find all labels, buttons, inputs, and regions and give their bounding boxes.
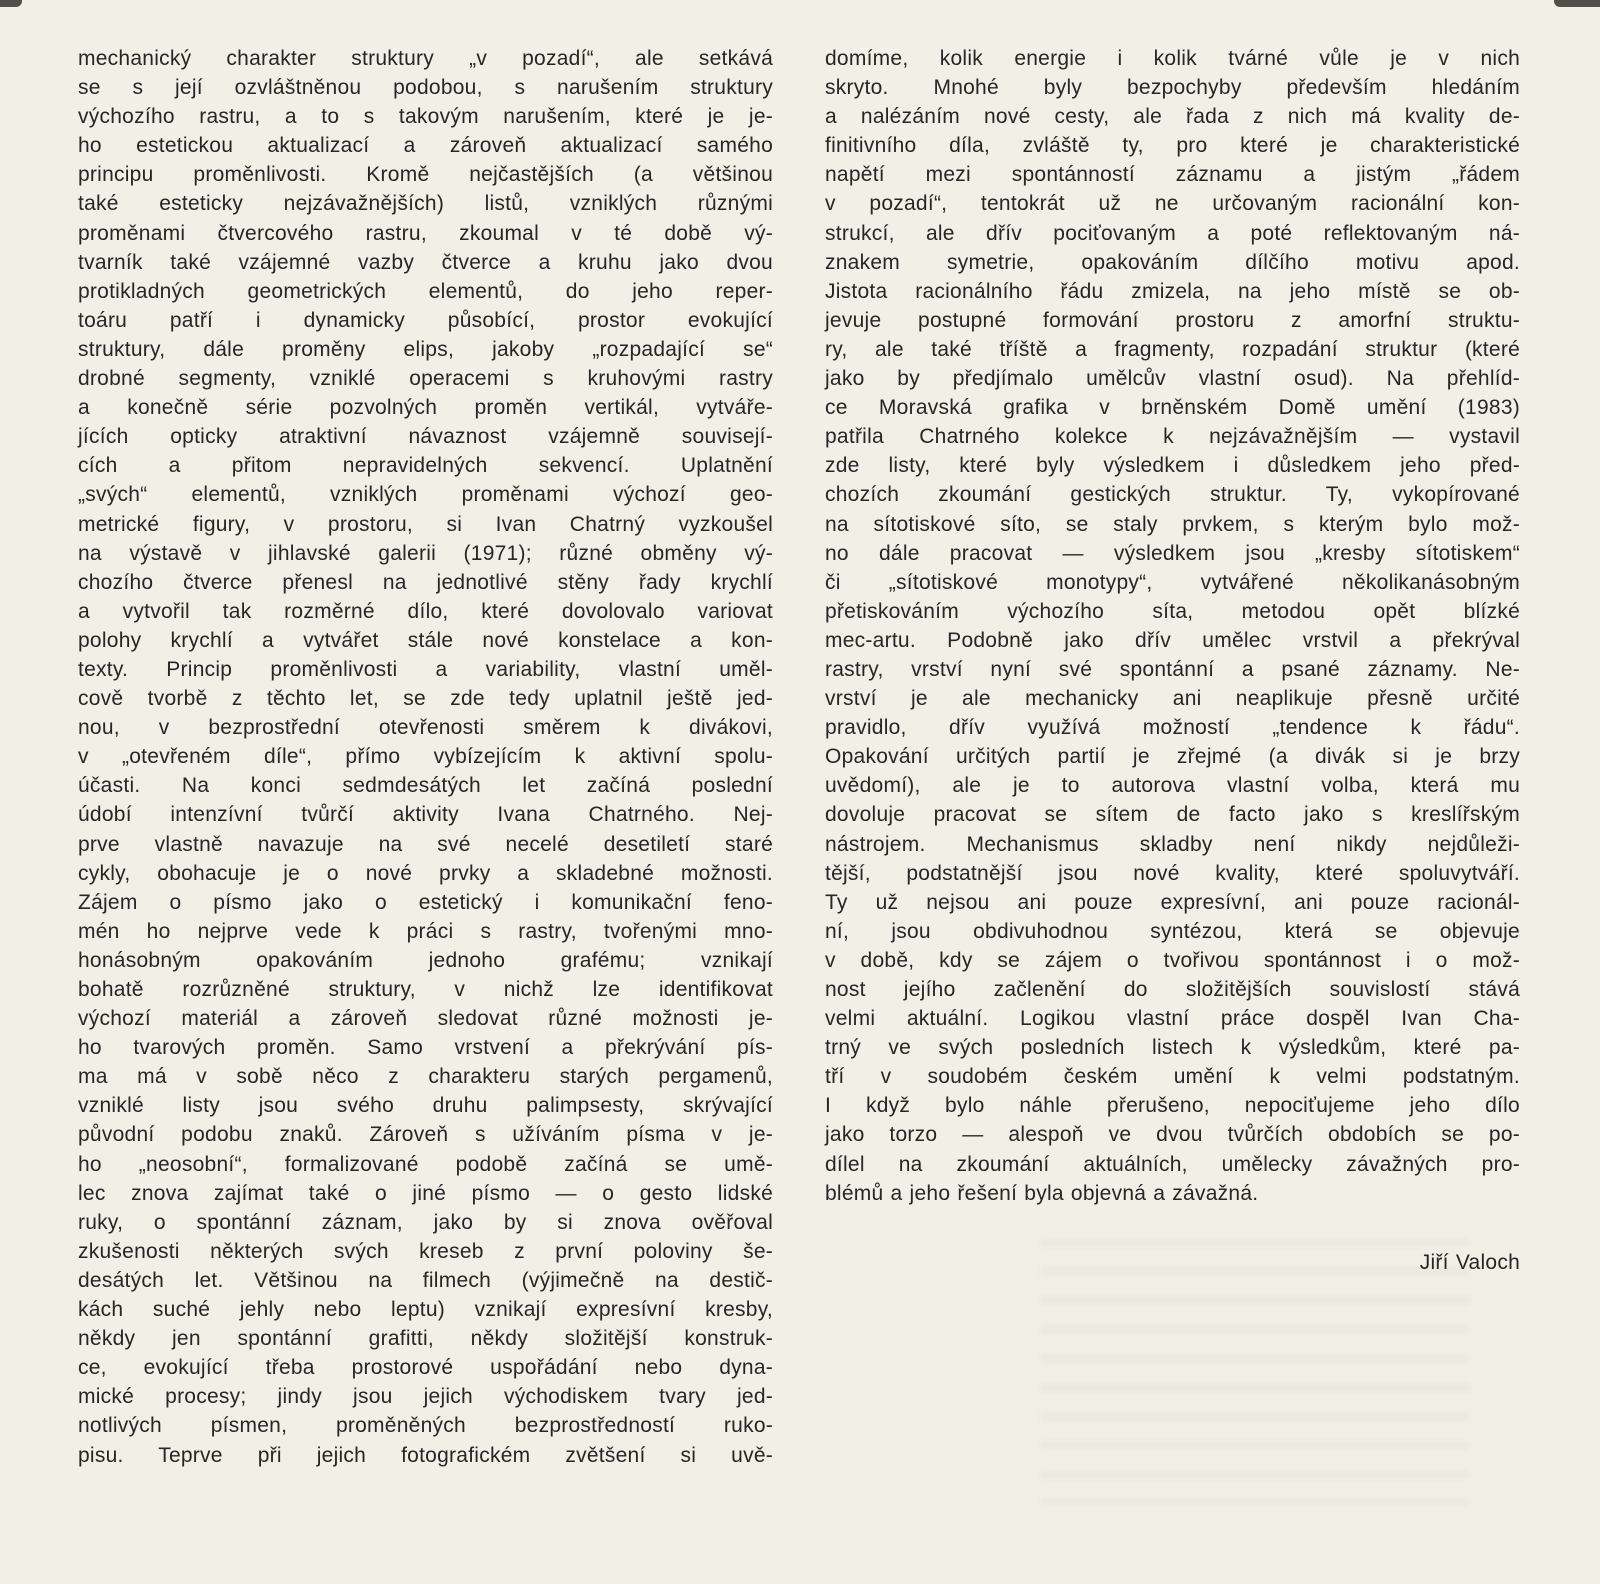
text-line: I když bylo náhle přerušeno, nepociťujeme jeho dílo <box>825 1094 1520 1118</box>
text-line: chozího čtverce přenesl na jednotlivé stěny řady krychlí <box>78 570 773 594</box>
text-line: znakem symetrie, opakováním dílčího motivu apod. <box>825 250 1520 274</box>
text-line: pravidlo, dřív využívá možností „tendence k řádu“. <box>825 716 1520 740</box>
text-line: údobí intenzívní tvůrčí aktivity Ivana Chatrného. Nej- <box>78 803 773 827</box>
text-line: ce Moravská grafika v brněnském Domě umění (1983) <box>825 396 1520 420</box>
text-line: na výstavě v jihlavské galerii (1971); různé obměny vý- <box>78 541 773 565</box>
text-line: ho tvarových proměn. Samo vrstvení a překrývání pís- <box>78 1036 773 1060</box>
text-line: jako by předjímalo umělcův vlastní osud). Na přehlíd- <box>825 367 1520 391</box>
text-line: rastry, vrství nyní své spontánní a psané záznamy. Ne- <box>825 657 1520 681</box>
text-line: chozích zkoumání gestických struktur. Ty, vykopírované <box>825 483 1520 507</box>
text-column-right <box>825 44 1520 1470</box>
text-line: tří v soudobém českém umění k velmi podstatným. <box>825 1065 1520 1089</box>
text-line: tější, podstatnější jsou nové kvality, které spoluvytváří. <box>825 861 1520 885</box>
text-line: lec znova zajímat také o jiné písmo — o gesto lidské <box>78 1181 773 1205</box>
text-line: Opakování určitých partií je zřejmé (a divák si je brzy <box>825 745 1520 769</box>
text-line: dovoluje pracovat se sítem de facto jako s kreslířským <box>825 803 1520 827</box>
text-line: jících opticky atraktivní návaznost vzájemně souvisejí- <box>78 425 773 449</box>
text-line: ry, ale také tříště a fragmenty, rozpadání struktur (které <box>825 337 1520 361</box>
text-line: protikladných geometrických elementů, do jeho reper- <box>78 279 773 303</box>
text-line: v „otevřeném díle“, přímo vybízejícím k aktivní spolu- <box>78 745 773 769</box>
text-line: jevuje postupné formování prostoru z amorfní struktu- <box>825 308 1520 332</box>
text-line: ma má v sobě něco z charakteru starých pergamenů, <box>78 1065 773 1089</box>
text-line: mické procesy; jindy jsou jejich východiskem tvary jed- <box>78 1385 773 1409</box>
text-line: trný ve svých posledních listech k výsledkům, které pa- <box>825 1036 1520 1060</box>
author-signature: Jiří Valoch <box>1419 1250 1520 1274</box>
text-line: přetiskováním výchozího síta, metodou opět blízké <box>825 599 1520 623</box>
text-line: vzniklé listy jsou svého druhu palimpsesty, skrývající <box>78 1094 773 1118</box>
text-line: dílel na zkoumání aktuálních, umělecky závažných pro- <box>825 1152 1520 1176</box>
text-line: také esteticky nejzávažnějších) listů, vzniklých různými <box>78 192 773 216</box>
text-line: nou, v bezprostřední otevřenosti směrem k divákovi, <box>78 716 773 740</box>
text-line: a vytvořil tak rozměrné dílo, které dovolovalo variovat <box>78 599 773 623</box>
text-line: zkušenosti některých svých kreseb z první poloviny še- <box>78 1239 773 1263</box>
text-line: tvarník také vzájemné vazby čtverce a kruhu jako dvou <box>78 250 773 274</box>
text-line: a konečně série pozvolných proměn vertikál, vytváře- <box>78 396 773 420</box>
text-line: Ty už nejsou ani pouze expresívní, ani pouze racionál- <box>825 890 1520 914</box>
text-line: Zájem o písmo jako o estetický i komunikační feno- <box>78 890 773 914</box>
text-line: struktury, dále proměny elips, jakoby „rozpadající se“ <box>78 337 773 361</box>
text-line: finitivního díla, zvláště ty, pro které je charakteristické <box>825 134 1520 158</box>
text-line: polohy krychlí a vytvářet stále nové konstelace a kon- <box>78 628 773 652</box>
text-line: ní, jsou obdivuhodnou syntézou, která se objevuje <box>825 919 1520 943</box>
text-line: drobné segmenty, vzniklé operacemi s kruhovými rastry <box>78 367 773 391</box>
text-line: v pozadí“, tentokrát už ne určovaným racionální kon- <box>825 192 1520 216</box>
text-line: účasti. Na konci sedmdesátých let začíná poslední <box>78 774 773 798</box>
text-line: jako torzo — alespoň ve dvou tvůrčích obdobích se po- <box>825 1123 1520 1147</box>
text-line: honásobným opakováním jednoho grafému; vznikají <box>78 948 773 972</box>
text-line: blémů a jeho řešení byla objevná a závažná. <box>825 1181 1259 1205</box>
text-line: cově tvorbě z těchto let, se zde tedy uplatnil ještě jed- <box>78 687 773 711</box>
text-line: zde listy, které byly výsledkem i důsledkem jeho před- <box>825 454 1520 478</box>
text-line: cykly, obohacuje je o nové prvky a skladebné možnosti. <box>78 861 773 885</box>
text-line: někdy jen spontánní grafitti, někdy složitější konstruk- <box>78 1327 773 1351</box>
text-line: kách suché jehly nebo leptu) vznikají expresívní kresby, <box>78 1298 773 1322</box>
text-line: a nalézáním nové cesty, ale řada z nich má kvality de- <box>825 105 1520 129</box>
text-line: skryto. Mnohé byly bezpochyby především hledáním <box>825 76 1520 100</box>
text-line: patřila Chatrného kolekce k nejzávažnějším — vystavil <box>825 425 1520 449</box>
text-line: ce, evokující třeba prostorové uspořádání nebo dyna- <box>78 1356 773 1380</box>
text-line: v době, kdy se zájem o tvořivou spontánnost i o mož- <box>825 948 1520 972</box>
scan-artifact-top-right <box>1554 0 1600 7</box>
text-line: pisu. Teprve při jejich fotografickém zvětšení si uvě- <box>78 1443 773 1467</box>
text-line: výchozího rastru, a to s takovým narušením, které je je- <box>78 105 773 129</box>
text-line: na sítotiskové síto, se staly prvkem, s kterým bylo mož- <box>825 512 1520 536</box>
text-line: nástrojem. Mechanismus skladby není nikdy nejdůleži- <box>825 832 1520 856</box>
text-line: nost jejího začlenění do složitějších souvislostí stává <box>825 978 1520 1001</box>
text-line: metrické figury, v prostoru, si Ivan Chatrný vyzkoušel <box>78 512 773 536</box>
text-line: velmi aktuální. Logikou vlastní práce dospěl Ivan Cha- <box>825 1007 1520 1031</box>
text-line: cích a přitom nepravidelných sekvencí. Uplatnění <box>78 454 773 478</box>
text-column-left <box>78 44 773 1470</box>
text-line: ho estetickou aktualizací a zároveň aktualizací samého <box>78 134 773 158</box>
text-line: texty. Princip proměnlivosti a variability, vlastní uměl- <box>78 657 773 681</box>
text-line: mechanický charakter struktury „v pozadí“, ale setkává <box>78 47 773 70</box>
text-column-right-lines <box>825 44 1520 1208</box>
text-line: původní podobu znaků. Zároveň s užíváním písma v je- <box>78 1123 773 1147</box>
text-line: ho „neosobní“, formalizované podobě začíná se umě- <box>78 1152 773 1176</box>
text-line: mén ho nejprve vede k práci s rastry, tvořenými mno- <box>78 919 773 943</box>
text-line: uvědomí), ale je to autorova vlastní volba, která mu <box>825 774 1520 798</box>
text-line: Jistota racionálního řádu zmizela, na jeho místě se ob- <box>825 279 1520 303</box>
text-line: toáru patří i dynamicky působící, prostor evokující <box>78 308 773 332</box>
text-line: notlivých písmen, proměněných bezprostředností ruko- <box>78 1414 773 1438</box>
text-line: napětí mezi spontánností záznamu a jistým „řádem <box>825 163 1520 187</box>
text-line: výchozí materiál a zároveň sledovat různé možnosti je- <box>78 1007 773 1031</box>
text-line: desátých let. Většinou na filmech (výjimečně na destič- <box>78 1268 773 1292</box>
text-line: domíme, kolik energie i kolik tvárné vůle je v nich <box>825 47 1520 70</box>
text-line: či „sítotiskové monotypy“, vytvářené několikanásobným <box>825 570 1520 594</box>
text-line: principu proměnlivosti. Kromě nejčastějších (a většinou <box>78 163 773 187</box>
text-line: se s její ozvláštněnou podobou, s narušením struktury <box>78 76 773 100</box>
text-line: ruky, o spontánní záznam, jako by si znova ověřoval <box>78 1210 773 1234</box>
text-line: mec-artu. Podobně jako dřív umělec vrstvil a překrýval <box>825 628 1520 652</box>
text-line: vrství je ale mechanicky ani neaplikuje přesně určité <box>825 687 1520 711</box>
text-line: proměnami čtvercového rastru, zkoumal v té době vý- <box>78 221 773 245</box>
text-line: „svých“ elementů, vzniklých proměnami výchozí geo- <box>78 483 773 507</box>
text-line: no dále pracovat — výsledkem jsou „kresby sítotiskem“ <box>825 541 1520 565</box>
text-line: bohatě rozrůzněné struktury, v nichž lze identifikovat <box>78 978 773 1001</box>
scan-artifact-top-left <box>0 0 22 7</box>
text-line: strukcí, ale dřív pociťovaným a poté reflektovaným ná- <box>825 221 1520 245</box>
text-line: prve vlastně navazuje na své necelé desetiletí staré <box>78 832 773 856</box>
